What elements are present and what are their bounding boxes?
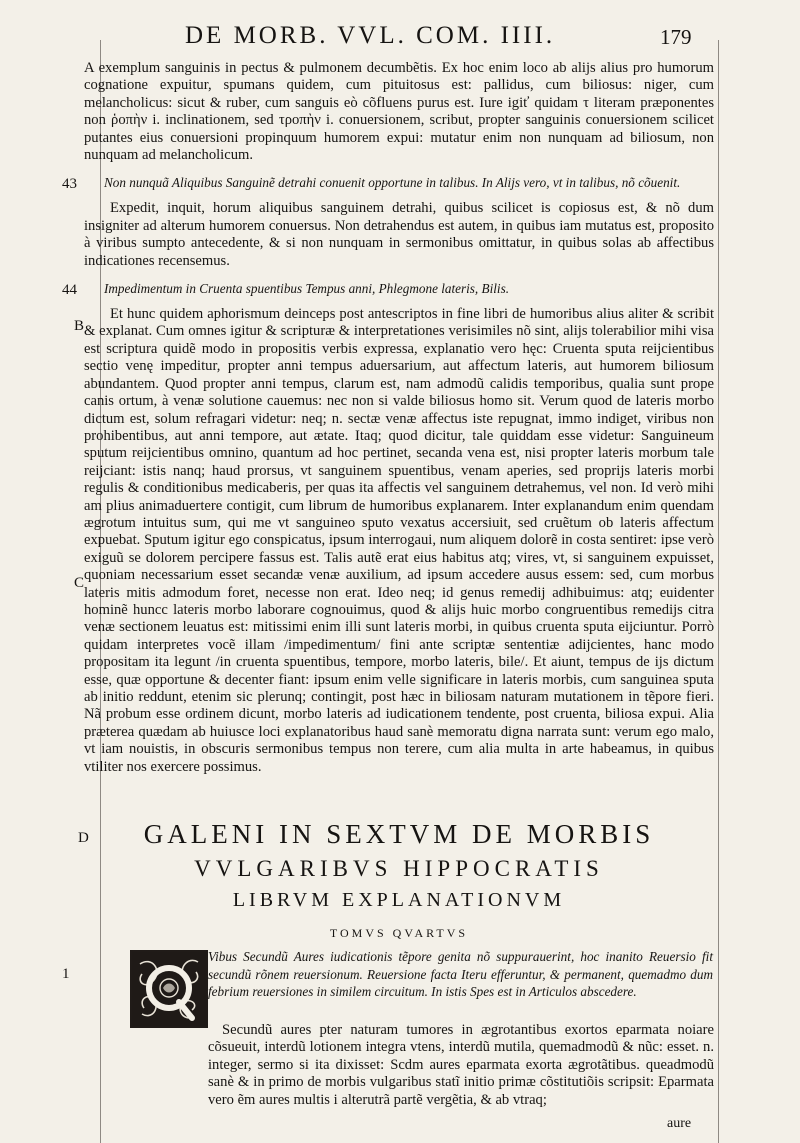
right-frame-rule bbox=[718, 40, 719, 1143]
paragraph-1: A exemplum sanguinis in pectus & pulmonem decumbẽtis. Ex hoc enim loco ab alijs alius pro humorum cognatione expuitur, spumans quidem, cum pituitosus est: pallidus, cum biliosus: niger, cum melancholicus: sicut & ruber, cum sanguis eò cõfluens purus est. Iure igiť quidam τ literam præponentes non ῥοπὴν i. inclinationem, sed τροπὴν i. conuersionem, scribut, propter sanguinis conuersionem scilicet putantes eius conuersioni propinquum humorem expui: mutatur enim non nunquam ad biliosum, non nunquam ad melancholicum. bbox=[84, 60, 714, 164]
paragraph-3: Et hunc quidem aphorismum deinceps post antescriptos in fine libri de humoribus alius aliter & scribit & explanat. Cum omnes igitur & scripturæ & interpretationes verisimiles nõ sint, alijs tolerabilior mihi visa est scriptura quidẽ modo in propositis verbis expressa, explanatio vero hęc: Cruenta sputa reijcientibus sectio venę impeditur, propter anni tempus aduersarium, aut affectum lateris, aut humorem biliosum abundantem. Quod propter anni tempus, clarum est, nam admodũ calidis temporibus, qualia sunt prope canis ortum, à venæ solutione cauemus: nec non si valde biliosus homo sit. Verum quod de lateris morbo dictum est, solum refragari videtur: neq; n. sectæ venæ affectus iste repugnat, immo indiget, viribus non prohibentibus, aut anni tempore, aut ætate. Itaq; quod dicitur, tale quiddam esse videtur: Sanguineum sputum reijcientibus omnino, quantum ad hoc pertinet, secanda vena est, nisi propter lateris morbum tale reijciant: istis nanq; haud prorsus, vt sanguinem spuentibus, venam aperies, sed proprijs lateris morbi regulis & conditionibus medicaberis, per quas ita affectis vel sanguinem detrahemus, vel non. Id verò mihi am plius animaduertere contigit, cum librum de humoribus explanarem. Inter explanandum enim quendam ægrotum intuitus sum, qui me vt sanguineo sputo vexatus accersiuit, sed cruẽtum ob lateris affectum expuebat. Sputum igitur ego conspicatus, ipsum interrogaui, num aliquem dolorẽ in costa sentiret: ipse verò exiguũ se dolorem percipere fassus est. Talis autẽ erat eius habitus atq; vires, vt, si sanguinem expuisset, quoniam necessarium esset secandæ venæ auxilium, ad ipsum accedere ausus essem: sed, cum morbus lateris mitis admodum foret, necesse non erat. Ideo neq; id genus remedij adhibuimus: atq; euidenter hominẽ huncc lateris morbo laborare cognouimus, quod & alijs huic morbo congruentibus remedijs citra venæ sectionem leuatus est: mitissimi enim illi sunt lateris morbi, in quibus cruenta sputa eijciuntur. Porrò quidam interpretes vocẽ illam /impedimentum/ fini ante scriptæ sententiæ adijcientes, hanc modo propositam ita legunt /in cruenta spuentibus, tempore, morbo lateris, bile/. Et aiunt, tempus de ijs dictum esse, quæ opportune & decenter fiant: ipsum enim velle significare in lateris morbis, cum sanguinea sputa ab initio reddunt, etenim sic plerunq; contingit, post hæc in biliosam naturam mutationem in tẽpore fieri. Nã probum esse ordinem dicunt, morbo lateris ad iudicationem tendente, post cruenta, biliosa expui. Alia præterea quædam ab huiusce loci explanatoribus haud sanè memoratu digna narrata sunt: verum ego malo, vt iam nouistis, in obscuris sermonibus tempus non terere, cum alia multa in arte habeamus, in quibus vtiliter nos exercere possimus. bbox=[84, 306, 714, 775]
margin-number-44: 44 bbox=[62, 282, 77, 298]
ornament-initial-icon bbox=[132, 952, 206, 1026]
text-column bbox=[84, 60, 714, 783]
lemma-44: Impedimentum in Cruenta spuentibus Tempus anni, Phlegmone lateris, Bilis. bbox=[104, 281, 510, 297]
decorated-initial-q bbox=[130, 950, 208, 1028]
running-head: DE MORB. VVL. COM. IIII. bbox=[185, 22, 556, 49]
tomus-label: TOMVS QVARTVS bbox=[329, 926, 469, 940]
margin-letter-d: D bbox=[78, 830, 89, 846]
book-title-line-2: VVLGARIBVS HIPPOCRATIS bbox=[194, 856, 604, 881]
book-title-line-1: GALENI IN SEXTVM DE MORBIS bbox=[143, 819, 655, 849]
catchword: aure bbox=[667, 1116, 692, 1131]
margin-number-43: 43 bbox=[62, 176, 77, 192]
page-number: 179 bbox=[660, 25, 692, 49]
paragraph-2: Expedit, inquit, horum aliquibus sanguinem detrahi, quibus scilicet is copiosus est, & nõ dum insigniter ad alterum humorem conuersus. Non detrahendus est autem, in quibus iam mutatus est, proposito à viribus sumpto antecedente, & si non nunquam in sermonibus omittatur, in quibus solas ab affectibus indicationes recensemus. bbox=[84, 200, 714, 269]
margin-letter-c: C bbox=[74, 575, 85, 591]
closing-paragraph: Secundũ aures pter naturam tumores in ægrotantibus exortos eparmata noiare cõsueuit, interdũ lotionem integra vtens, interdũ mutila, quemadmodũ & nũc: esset. n. integer, sermo si ita dixisset: Scdm aures eparmata exorta ægrotãtibus. queadmodũ sanè & in primo de morbis vulgaribus statĩ initio primæ cõstitutiõis scripsit: Eparmata vero ẽm aures multis i alterutrã partẽ vergẽtia, & ab vtraq; bbox=[208, 1022, 714, 1108]
closing-text-block bbox=[84, 1022, 714, 1116]
opening-lemma: Vibus Secundũ Aures iudicationis tẽpore genita nõ suppurauerint, hoc inanito Reuersio fit secundũ rõnem reuersionum. Reuersione facta Iteru efferuntur, & permanent, quemadmo dum febrium reuersiones in similem circuitum. In istis Spes est in Articulos abscedere. bbox=[208, 949, 713, 999]
book-title-block bbox=[84, 818, 714, 941]
book-title-line-3: LIBRVM EXPLANATIONVM bbox=[232, 889, 566, 911]
margin-letter-b: B bbox=[74, 318, 85, 334]
lemma-43: Non nunquã Aliquibus Sanguinẽ detrahi conuenit opportune in talibus. In Alijs vero, vt in talibus, nõ cõuenit. bbox=[104, 175, 681, 191]
margin-number-1: 1 bbox=[62, 966, 70, 982]
